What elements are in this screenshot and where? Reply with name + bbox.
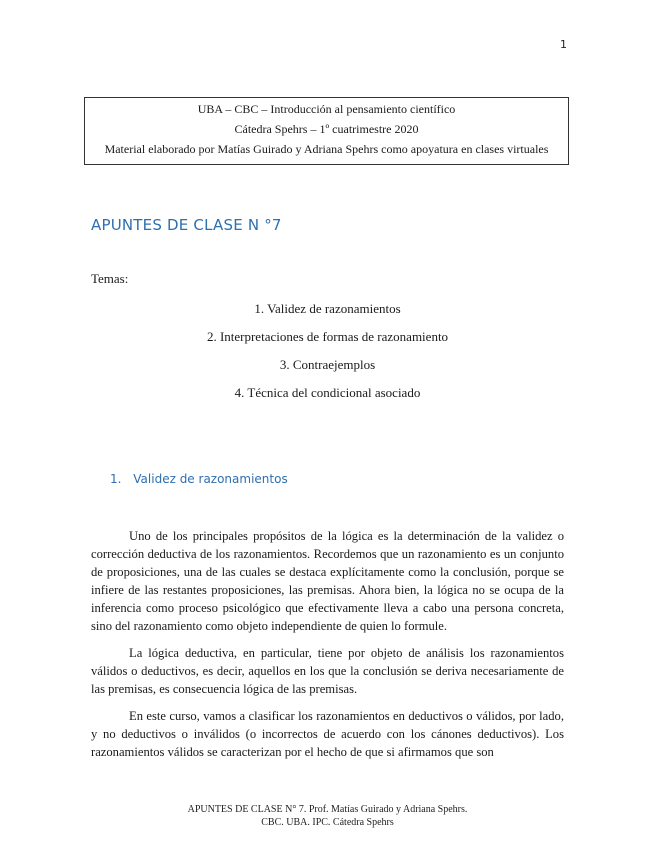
footer-line1: APUNTES DE CLASE N° 7. Prof. Matías Guirado y Adriana Spehrs. bbox=[187, 804, 468, 815]
tema-item-2: 2. Interpretaciones de formas de razonamiento bbox=[206, 329, 449, 344]
paragraph-3: En este curso, vamos a clasificar los razonamientos en deductivos o válidos, por lado, y no deductivos o inválidos (o incorrectos de acuerdo con los cánones deductivos). Los razonamientos válidos se caracterizan por el hecho de que si afirmamos que son bbox=[91, 709, 564, 759]
section-heading bbox=[110, 472, 288, 486]
footer-line2: CBC. UBA. IPC. Cátedra Spehrs bbox=[261, 817, 394, 828]
course-header-box bbox=[84, 97, 569, 165]
temas-list bbox=[0, 300, 655, 412]
course-header-line1: UBA – CBC – Introducción al pensamiento científico bbox=[197, 102, 456, 116]
course-header-line3: Material elaborado por Matías Guirado y Adriana Spehrs como apoyatura en clases virtuales bbox=[104, 142, 549, 156]
body-text bbox=[91, 527, 564, 770]
document-title: APUNTES DE CLASE N °7 bbox=[91, 216, 282, 234]
course-header-line2: Cátedra Spehrs – 1º cuatrimestre 2020 bbox=[234, 122, 419, 136]
tema-item-1: 1. Validez de razonamientos bbox=[254, 301, 401, 316]
section-number: 1. bbox=[110, 472, 122, 486]
tema-item-3: 3. Contraejemplos bbox=[279, 357, 376, 372]
section-title: Validez de razonamientos bbox=[133, 472, 288, 486]
page-number: 1 bbox=[560, 38, 567, 51]
paragraph-1: Uno de los principales propósitos de la lógica es la determinación de la validez o corrección deductiva de los razonamientos. Recordemos que un razonamiento es un conjunto de proposiciones, una de las cuales se destaca explícitamente como la conclusión, porque se infiere de las restantes proposiciones, las premisas. Ahora bien, la lógica no se ocupa de la inferencia como proceso psicológico que efectivamente lleva a cabo una persona concreta, sino del razonamiento como objeto independiente de quien lo formule. bbox=[91, 529, 564, 633]
temas-label: Temas: bbox=[91, 271, 129, 286]
page-footer bbox=[0, 803, 655, 829]
tema-item-4: 4. Técnica del condicional asociado bbox=[234, 385, 421, 400]
paragraph-2: La lógica deductiva, en particular, tiene por objeto de análisis los razonamientos válidos o deductivos, es decir, aquellos en los que la conclusión se deriva necesariamente de las premisas, es consecuencia lógica de las premisas. bbox=[91, 646, 564, 696]
